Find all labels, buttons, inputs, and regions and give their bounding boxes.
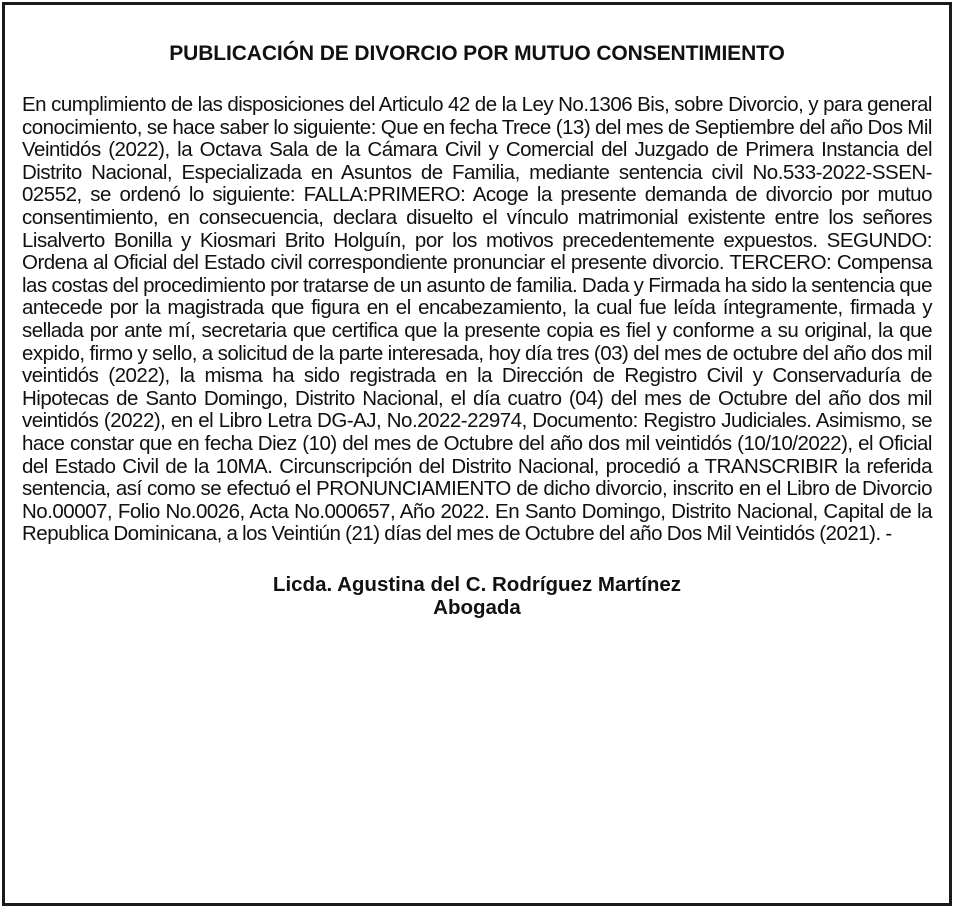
notice-body: En cumplimiento de las disposiciones del Articulo 42 de la Ley No.1306 Bis, sobre Divorcio, y para general conocimiento, se hace saber lo siguiente: Que en fecha Trece (13) del mes de Septiembre del año Dos Mil Veintidós (2022), la Octava Sala de la Cámara Civil y Comercial del Juzgado de Primera Instancia del Distrito Nacional, Especializada en Asuntos de Familia, mediante sentencia civil No.533-2022-SSEN-02552, se ordenó lo siguiente: FALLA:PRIMERO: Acoge la presente demanda de divorcio por mutuo consentimiento, en consecuencia, declara disuelto el vínculo matrimonial existente entre los señores Lisalverto Bonilla y Kiosmari Brito Holguín, por los motivos precedentemente expuestos. SEGUNDO: Ordena al Oficial del Estado civil correspondiente pronunciar el presente divorcio. TERCERO: Compensa las costas del procedimiento por tratarse de un asunto de familia. Dada y Firmada ha sido la sentencia que antecede por la magistrada que figura en el encabezamiento, la cual fue leída íntegramente, firmada y sellada por ante mí, secretaria que certifica que la presente copia es fiel y conforme a su original, la que expido, firmo y sello, a solicitud de la parte interesada, hoy día tres (03) del mes de octubre del año dos mil veintidós (2022), la misma ha sido registrada en la Dirección de Registro Civil y Conservaduría de Hipotecas de Santo Domingo, Distrito Nacional, el día cuatro (04) del mes de Octubre del año dos mil veintidós (2022), en el Libro Letra DG-AJ, No.2022-22974, Documento: Registro Judiciales. Asimismo, se hace constar que en fecha Diez (10) del mes de Octubre del año dos mil veintidós (10/10/2022), el Oficial del Estado Civil de la 10MA. Circunscripción del Distrito Nacional, procedió a TRANSCRIBIR la referida sentencia, así como se efectuó el PRONUNCIAMIENTO de dicho divorcio, inscrito en el Libro de Divorcio No.00007, Folio No.0026, Acta No.000657, Año 2022. En Santo Domingo, Distrito Nacional, Capital de la Republica Dominicana, a los Veintiún (21) días del mes de Octubre del año Dos Mil Veintidós (2021). - xyxy=(22,93,932,546)
signature-role: Abogada xyxy=(433,595,521,619)
signature-name: Licda. Agustina del C. Rodríguez Martínez xyxy=(272,572,682,596)
notice-content xyxy=(22,41,932,619)
notice-title: PUBLICACIÓN DE DIVORCIO POR MUTUO CONSENTIMIENTO xyxy=(169,42,785,65)
notice-frame xyxy=(2,2,952,906)
signature-block xyxy=(22,573,932,619)
